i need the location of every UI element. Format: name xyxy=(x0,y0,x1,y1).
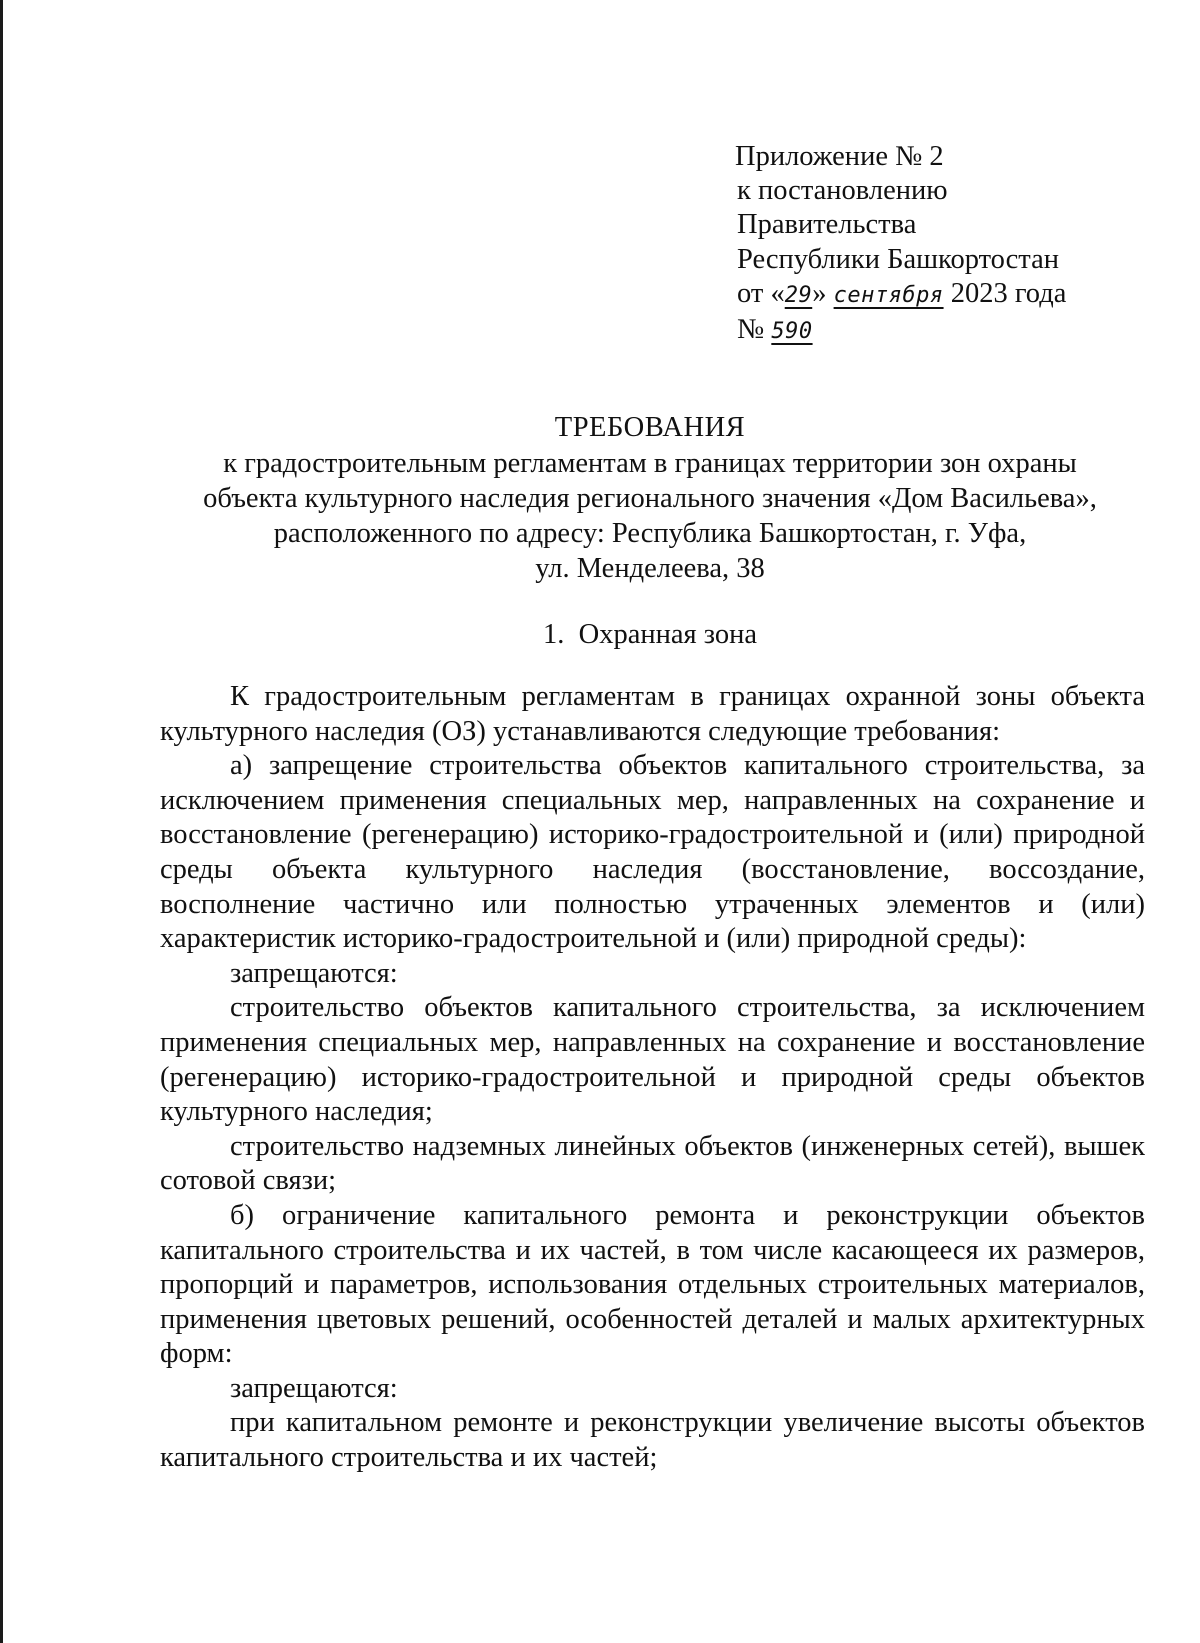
paragraph-a: а) запрещение строительства объектов капитального строительства, за исключением применения специальных мер, направленных на сохранение и восстановление (регенерацию) историко-градостроительной и (или) природной среды объекта культурного наследия (восстановление, воссоздание, восполнение частично или полностью утраченных элементов и (или) характеристик историко-градостроительной и (или) природной среды): xyxy=(160,750,1145,955)
section-heading xyxy=(100,617,1200,652)
paragraph-height: при капитальном ремонте и реконструкции увеличение высоты объектов капитального строительства и их частей; xyxy=(160,1407,1145,1474)
date-month: сентября xyxy=(833,282,944,308)
paragraph-linear-objects: строительство надземных линейных объектов (инженерных сетей), вышек сотовой связи; xyxy=(160,1130,1145,1197)
section-title: Охранная зона xyxy=(578,619,757,650)
number-prefix: № xyxy=(737,314,772,346)
title-main: ТРЕБОВАНИЯ xyxy=(554,412,746,443)
appendix-line-4: Республики Башкортостан xyxy=(737,243,1059,275)
appendix-date xyxy=(735,277,1066,313)
date-mid: » xyxy=(812,277,834,309)
paragraph-prohibited-1: запрещаются: xyxy=(230,957,398,989)
date-prefix: от « xyxy=(737,277,785,309)
appendix-line-3: Правительства xyxy=(737,209,917,241)
appendix-line-2: к постановлению xyxy=(737,175,948,207)
title-line-2: объекта культурного наследия регионального значения «Дом Васильева», xyxy=(203,483,1097,514)
appendix-line-1: Приложение № 2 xyxy=(735,141,944,172)
section-number: 1. xyxy=(543,619,565,650)
date-day: 29 xyxy=(784,282,813,308)
body-text xyxy=(160,680,1145,1476)
appendix-block xyxy=(735,140,1066,349)
title-line-3: расположенного по адресу: Республика Башкортостан, г. Уфа, xyxy=(273,518,1027,549)
appendix-number xyxy=(735,313,1066,349)
paragraph-construction: строительство объектов капитального строительства, за исключением применения специальных мер, направленных на сохранение и восстановление (регенерацию) историко-градостроительной и природной среды объектов культурного наследия; xyxy=(160,992,1145,1128)
date-year: 2023 года xyxy=(943,277,1067,309)
document-title xyxy=(100,410,1200,586)
title-line-1: к градостроительным регламентам в границах территории зон охраны xyxy=(223,448,1077,479)
paragraph-prohibited-2: запрещаются: xyxy=(230,1372,398,1404)
title-line-4: ул. Менделеева, 38 xyxy=(535,553,765,584)
paragraph-intro: К градостроительным регламентам в границах охранной зоны объекта культурного наследия (ОЗ) устанавливаются следующие требования: xyxy=(160,681,1145,747)
paragraph-b: б) ограничение капитального ремонта и реконструкции объектов капитального строительства и их частей, в том числе касающееся их размеров, пропорций и параметров, использования отдельных строительных материалов, применения цветовых решений, особенностей деталей и малых архитектурных форм: xyxy=(160,1199,1145,1370)
number-value: 590 xyxy=(771,319,813,345)
scan-edge xyxy=(0,0,3,1643)
